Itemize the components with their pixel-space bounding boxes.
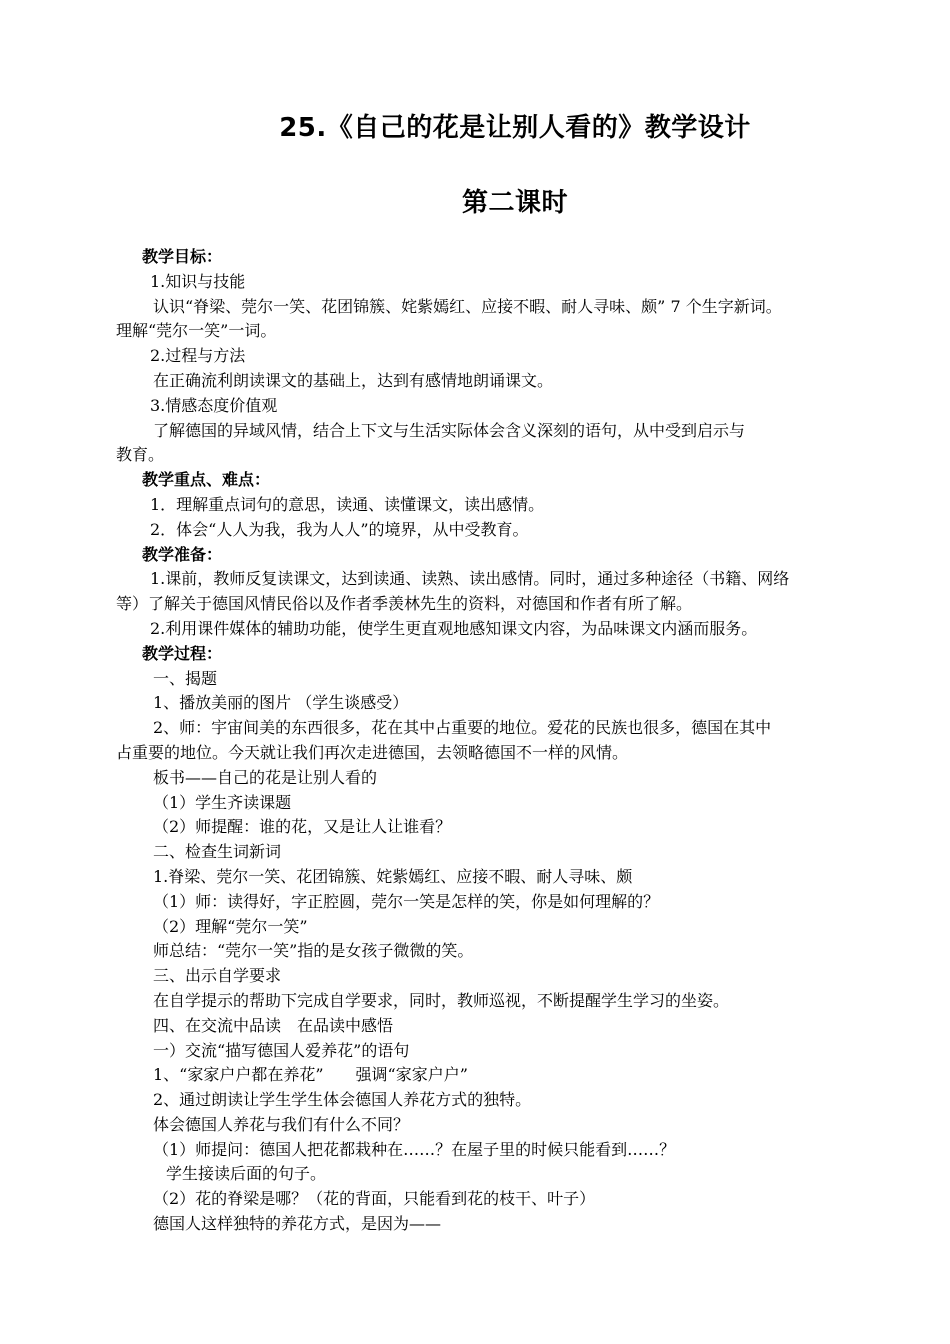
- process-line: 1.脊梁、莞尔一笑、花团锦簇、姹紫嫣红、应接不暇、耐人寻味、颇: [153, 866, 633, 886]
- process-line: 占重要的地位。今天就让我们再次走进德国，去领略德国不一样的风情。: [116, 742, 629, 762]
- objective-item-3: 3.情感态度价值观: [150, 395, 278, 415]
- process-line: 一）交流“描写德国人爱养花”的语句: [153, 1040, 410, 1060]
- process-line: （1）学生齐读课题: [153, 792, 292, 812]
- process-line: 一、揭题: [153, 668, 218, 688]
- keypoints-heading: 教学重点、难点：: [142, 470, 271, 490]
- objective-item-3-text: 了解德国的异域风情，结合上下文与生活实际体会含义深刻的语句，从中受到启示与: [153, 420, 746, 440]
- keypoint-1: 1．理解重点词句的意思，读通、读懂课文，读出感情。: [150, 494, 545, 514]
- process-line: （1）师提问：德国人把花都栽种在……？在屋子里的时候只能看到……？: [153, 1139, 676, 1159]
- process-line: （1）师：读得好，字正腔圆，莞尔一笑是怎样的笑，你是如何理解的？: [153, 891, 660, 911]
- process-line: 学生接读后面的句子。: [166, 1164, 327, 1184]
- keypoint-2: 2．体会“人人为我，我为人人”的境界，从中受教育。: [150, 519, 529, 539]
- preparation-1: 1.课前，教师反复读课文，达到读通、读熟、读出感情。同时，通过多种途径（书籍、网络: [150, 569, 790, 589]
- document-body: [116, 245, 876, 1237]
- process-line: 板书——自己的花是让别人看的: [153, 767, 378, 787]
- process-line: 二、检查生词新词: [153, 842, 282, 862]
- process-line: 2、师：宇宙间美的东西很多，花在其中占重要的地位。爱花的民族也很多，德国在其中: [153, 718, 772, 738]
- process-heading: 教学过程：: [142, 643, 223, 663]
- process-line: 四、在交流中品读 在品读中感悟: [153, 1015, 394, 1035]
- process-line: 德国人这样独特的养花方式，是因为——: [153, 1214, 442, 1234]
- document-title: 25.《自己的花是让别人看的》教学设计: [279, 113, 751, 143]
- process-line: 1、“家家户户都在养花” 强调“家家户户”: [153, 1065, 468, 1085]
- objective-item-2-text: 在正确流利朗读课文的基础上，达到有感情地朗诵课文。: [153, 370, 554, 390]
- objective-item-1: 1.知识与技能: [150, 271, 246, 291]
- document-subtitle: 第二课时: [461, 188, 568, 218]
- process-line: 三、出示自学要求: [153, 966, 282, 986]
- preparation-1-cont: 等）了解关于德国风情民俗以及作者季羡林先生的资料，对德国和作者有所了解。: [116, 594, 693, 614]
- objectives-heading: 教学目标：: [142, 247, 223, 266]
- preparation-heading: 教学准备：: [142, 544, 223, 564]
- preparation-2: 2.利用课件媒体的辅助功能，使学生更直观地感知课文内容，为品味课文内涵而服务。: [150, 618, 758, 638]
- process-line: （2）理解“莞尔一笑”: [153, 916, 308, 936]
- objective-item-2: 2.过程与方法: [150, 346, 246, 366]
- process-line: 1、播放美丽的图片 （学生谈感受）: [153, 693, 409, 713]
- process-line: （2）花的脊梁是哪？（花的背面，只能看到花的枝干、叶子）: [153, 1189, 596, 1209]
- objective-item-1-text-cont: 理解“莞尔一笑”一词。: [116, 321, 277, 341]
- process-line: 2、通过朗读让学生学生体会德国人养花方式的独特。: [153, 1090, 532, 1110]
- process-line: （2）师提醒：谁的花，又是让人让谁看？: [153, 817, 452, 837]
- objective-item-3-text-cont: 教育。: [116, 445, 165, 465]
- process-line: 师总结：“莞尔一笑”指的是女孩子微微的笑。: [153, 941, 474, 961]
- process-line: 在自学提示的帮助下完成自学要求，同时，教师巡视，不断提醒学生学习的坐姿。: [153, 990, 730, 1010]
- process-line: 体会德国人养花与我们有什么不同？: [153, 1114, 410, 1134]
- objective-item-1-text: 认识“脊梁、莞尔一笑、花团锦簇、姹紫嫣红、应接不暇、耐人寻味、颇” 7 个生字新词。: [153, 296, 782, 316]
